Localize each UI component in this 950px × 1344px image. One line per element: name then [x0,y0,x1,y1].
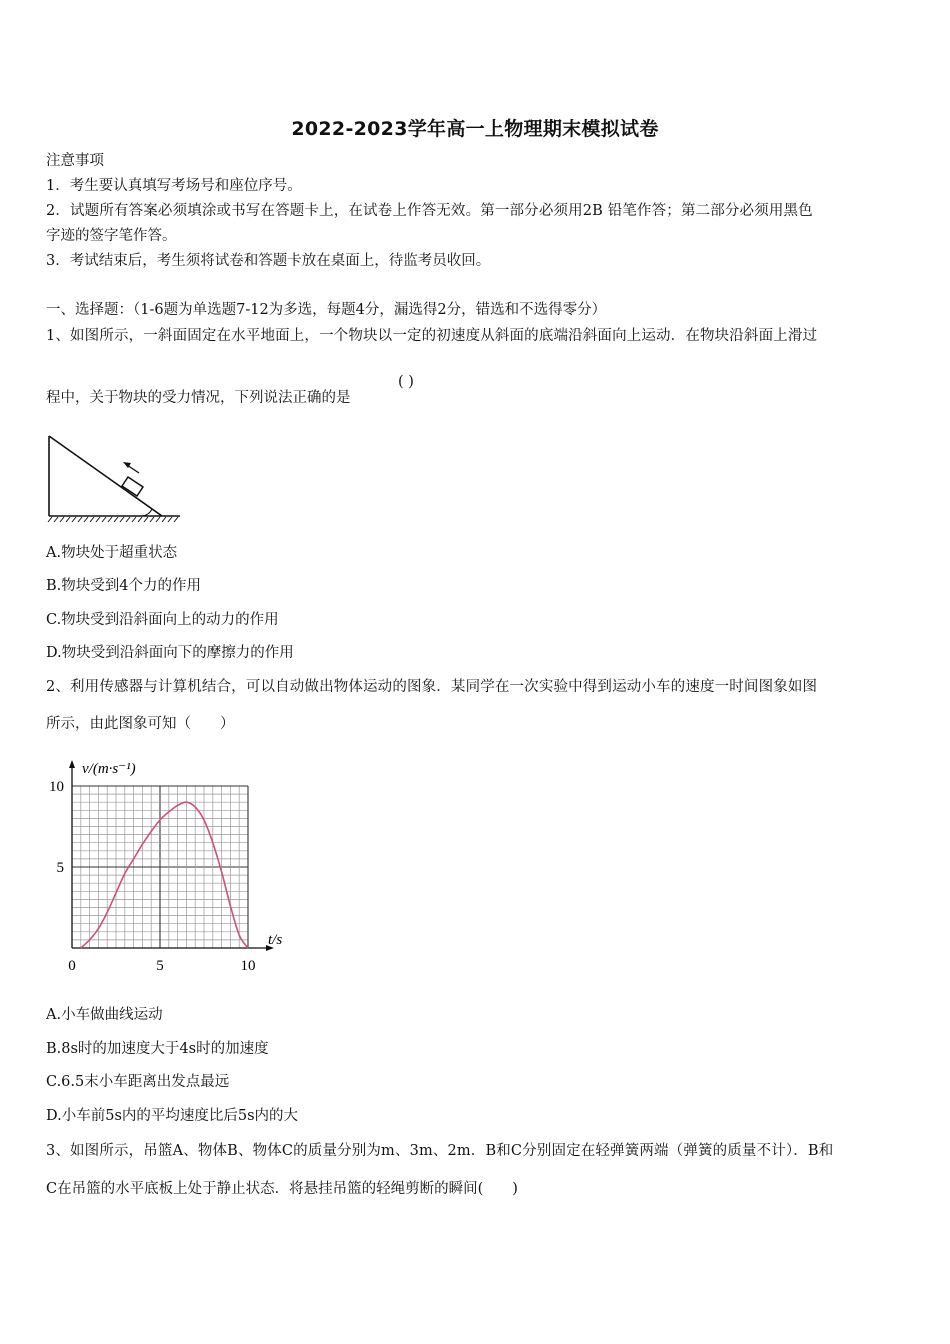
block [122,477,143,496]
q1-option-a: A.物块处于超重状态 [46,545,178,561]
q3-stem-line2: C在吊篮的水平底板上处于静止状态．将悬挂吊篮的轻绳剪断的瞬间( ) [46,1181,518,1197]
chart-tick-labels [49,779,256,974]
q3-stem-line1: 3、如图所示，吊篮A、物体B、物体C的质量分别为m、3m、2m．B和C分别固定在轻弹簧两端（弹簧的质量不计）．B和 [46,1143,834,1159]
x-tick-label: 0 [68,958,76,974]
notice-item-2: 2．试题所有答案必须填涂或书写在答题卡上，在试卷上作答无效。第一部分必须用2B 铅笔作答；第二部分必须用黑色 [46,203,813,219]
notice-item-2-cont: 字迹的签字笔作答。 [46,228,177,244]
q2-stem-line2: 所示，由此图象可知（ ） [46,716,235,732]
q1-stem-line2: 程中，关于物块的受力情况，下列说法正确的是 [46,390,351,406]
x-tick-label: 10 [240,958,256,974]
q1-option-c: C.物块受到沿斜面向上的动力的作用 [46,612,279,628]
chart-grid [72,786,248,948]
q1-option-b: B.物块受到4个力的作用 [46,578,201,594]
notice-item-1: 1．考生要认真填写考场号和座位序号。 [46,178,302,194]
y-axis-arrow [69,760,75,768]
q2-option-d: D.小车前5s内的平均速度比后5s内的大 [46,1108,299,1124]
y-tick-label: 5 [56,860,64,876]
x-tick-label: 5 [156,958,164,974]
notice-heading: 注意事项 [46,153,104,169]
q2-stem-line1: 2、利用传感器与计算机结合，可以自动做出物体运动的图象．某同学在一次实验中得到运动小车的速度一时间图象如图 [46,679,818,695]
q1-option-d: D.物块受到沿斜面向下的摩擦力的作用 [46,645,294,661]
q2-option-b: B.8s时的加速度大于4s时的加速度 [46,1041,269,1057]
notice-item-3: 3．考试结束后，考生须将试卷和答题卡放在桌面上，待监考员收回。 [46,253,491,269]
q2-option-a: A.小车做曲线运动 [46,1007,163,1023]
q1-answer-paren: ( ) [398,374,414,390]
page-title: 2022-2023学年高一上物理期末模拟试卷 [291,118,659,140]
angle-arc [142,509,152,516]
q1-stem-line1: 1、如图所示，一斜面固定在水平地面上，一个物块以一定的初速度从斜面的底端沿斜面向上运动．在物块沿斜面上滑过 [46,328,818,344]
y-axis-label: v/(m·s⁻¹) [82,761,136,777]
section-heading: 一、选择题：（1-6题为单选题7-12为多选，每题4分，漏选得2分，错选和不选得零分） [46,302,607,318]
chart-axes [69,760,274,951]
x-axis-label: t/s [268,932,283,948]
incline-slope [49,436,162,516]
incline-figure [44,432,184,524]
q2-option-c: C.6.5末小车距离出发点最远 [46,1074,230,1090]
y-tick-label: 10 [49,779,64,795]
ground-hatching [48,517,178,522]
velocity-time-chart [40,752,300,982]
